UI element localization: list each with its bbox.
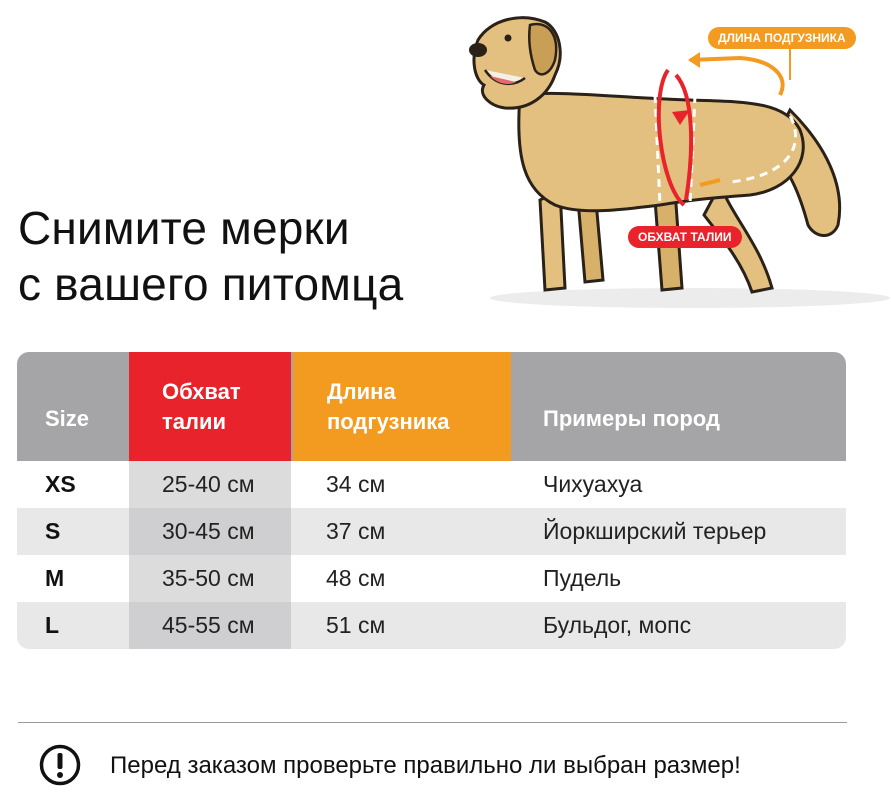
- header-length-line2: подгузника: [327, 408, 450, 434]
- header-waist: [129, 352, 291, 461]
- cell-waist: 35-50 см: [129, 555, 291, 602]
- cell-breed: Бульдог, мопс: [543, 612, 692, 638]
- waist-label: ОБХВАТ ТАЛИИ: [628, 226, 742, 248]
- length-label: ДЛИНА ПОДГУЗНИКА: [708, 27, 856, 49]
- exclamation-icon: [39, 744, 81, 786]
- header-length-line1: Длина: [327, 378, 396, 404]
- cell-size: M: [45, 565, 65, 591]
- cell-length: 37 см: [326, 518, 386, 544]
- table-row: [17, 602, 846, 649]
- cell-length: 34 см: [326, 471, 386, 497]
- header-length: [293, 352, 511, 461]
- cell-size: S: [45, 518, 61, 544]
- title-line-2: с вашего питомца: [18, 258, 404, 310]
- cell-waist: 45-55 см: [129, 602, 291, 649]
- size-table: [17, 352, 846, 649]
- cell-size: XS: [45, 471, 76, 497]
- notice-text: Перед заказом проверьте правильно ли выбран размер!: [110, 752, 741, 779]
- cell-size: L: [45, 612, 60, 638]
- table-row: [17, 508, 846, 555]
- cell-breed: Чихуахуа: [543, 471, 643, 497]
- cell-length: 51 см: [326, 612, 386, 638]
- page-title: [18, 200, 403, 312]
- cell-breed: Йоркширский терьер: [543, 518, 767, 544]
- cell-waist: 30-45 см: [129, 508, 291, 555]
- title-line-1: Снимите мерки: [18, 202, 350, 254]
- table-row: [17, 555, 846, 602]
- table-row: [17, 461, 846, 508]
- cell-waist: 25-40 см: [129, 461, 291, 508]
- header-waist-line1: Обхват: [162, 378, 241, 404]
- cell-breed: Пудель: [543, 565, 622, 591]
- header-size: Size: [45, 405, 90, 431]
- table-header: [17, 352, 846, 461]
- header-waist-line2: талии: [162, 408, 227, 434]
- header-breeds: Примеры пород: [543, 405, 720, 431]
- cell-length: 48 см: [326, 565, 386, 591]
- divider: [18, 722, 847, 723]
